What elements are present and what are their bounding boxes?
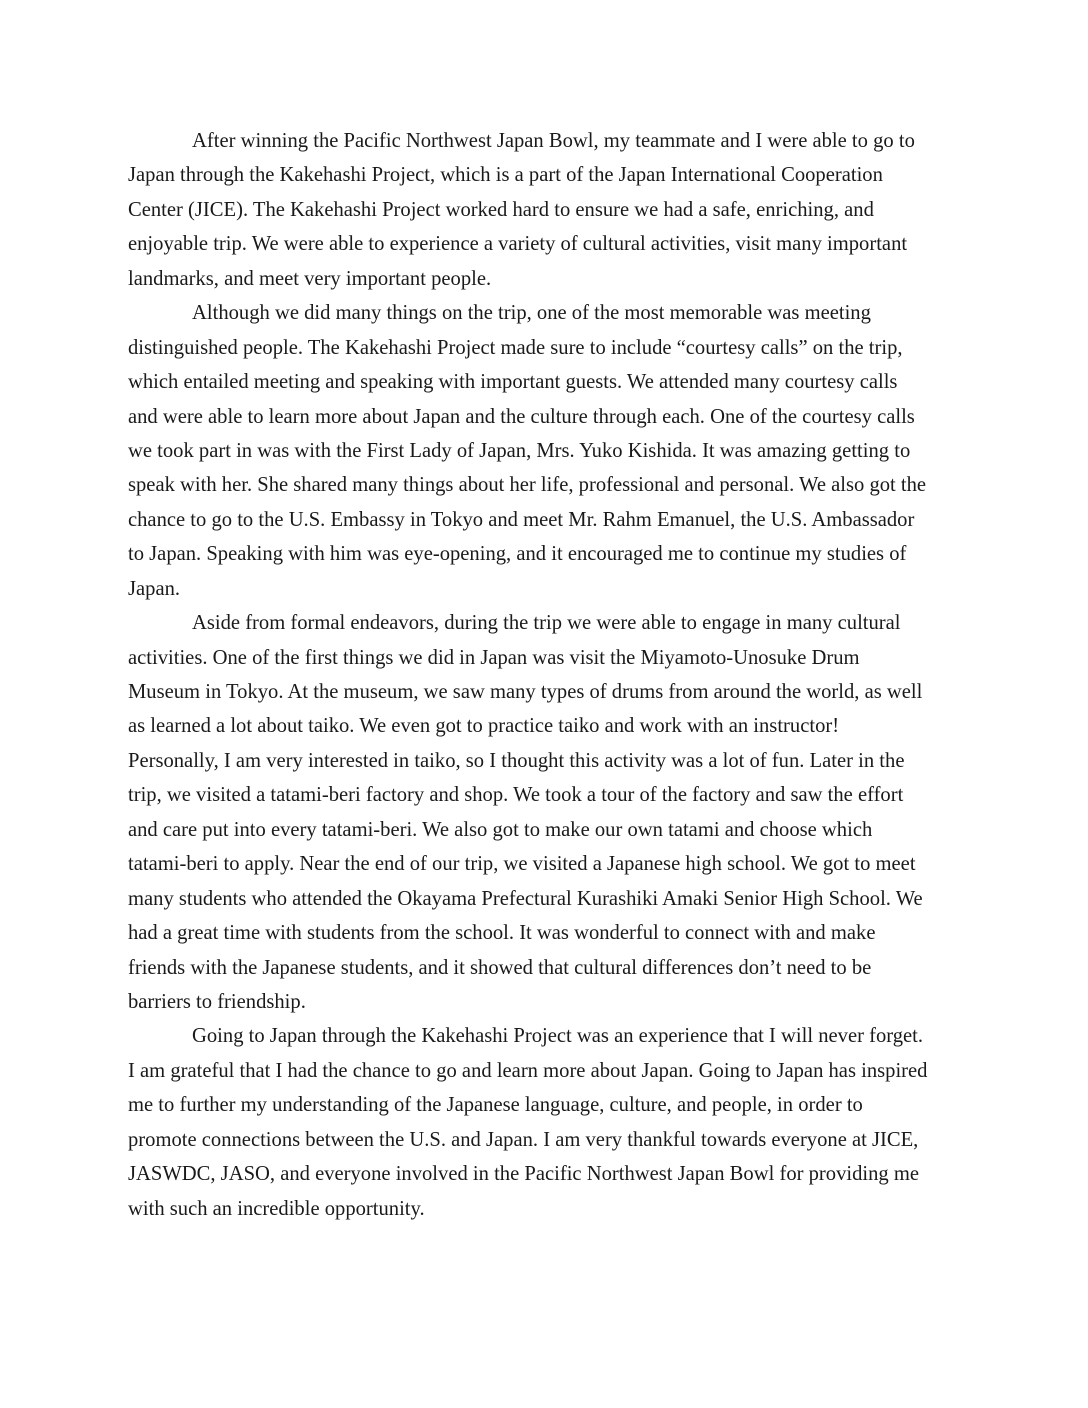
- paragraph-line: After winning the Pacific Northwest Japan Bowl, my teammate and I were able to go to: [192, 130, 915, 152]
- paragraph-line: landmarks, and meet very important people.: [128, 267, 492, 290]
- paragraph-line: Japan.: [128, 577, 181, 600]
- paragraph-line: to Japan. Speaking with him was eye-opening, and it encouraged me to continue my studies of: [128, 543, 907, 566]
- paragraph-line: I am grateful that I had the chance to go and learn more about Japan. Going to Japan has inspired: [128, 1059, 928, 1082]
- paragraph-line: Going to Japan through the Kakehashi Project was an experience that I will never forget.: [192, 1025, 924, 1048]
- paragraph-line: chance to go to the U.S. Embassy in Tokyo and meet Mr. Rahm Emanuel, the U.S. Ambassador: [128, 508, 915, 531]
- paragraph-line: Center (JICE). The Kakehashi Project worked hard to ensure we had a safe, enriching, and: [128, 198, 874, 221]
- paragraph-line: Although we did many things on the trip, one of the most memorable was meeting: [192, 302, 871, 325]
- paragraph-line: distinguished people. The Kakehashi Project made sure to include “courtesy calls” on the trip,: [128, 336, 903, 359]
- paragraph-line: had a great time with students from the school. It was wonderful to connect with and make: [128, 922, 876, 945]
- paragraph-line: as learned a lot about taiko. We even got to practice taiko and work with an instructor!: [128, 715, 840, 738]
- paragraph-line: Aside from formal endeavors, during the trip we were able to engage in many cultural: [192, 612, 901, 635]
- paragraph-line: trip, we visited a tatami-beri factory and shop. We took a tour of the factory and saw the effort: [128, 784, 904, 807]
- paragraph-line: we took part in was with the First Lady of Japan, Mrs. Yuko Kishida. It was amazing getting to: [128, 439, 911, 462]
- paragraph-line: Museum in Tokyo. At the museum, we saw many types of drums from around the world, as well: [128, 681, 923, 703]
- paragraph-2: [128, 299, 968, 609]
- paragraph-line: promote connections between the U.S. and Japan. I am very thankful towards everyone at JICE,: [128, 1128, 919, 1151]
- paragraph-line: Japan through the Kakehashi Project, which is a part of the Japan International Cooperation: [128, 164, 883, 187]
- paragraph-line: which entailed meeting and speaking with important guests. We attended many courtesy calls: [128, 371, 898, 394]
- paragraph-line: and care put into every tatami-beri. We also got to make our own tatami and choose which: [128, 818, 873, 841]
- paragraph-4: [128, 1022, 968, 1229]
- paragraph-1: [128, 127, 968, 299]
- paragraph-line: enjoyable trip. We were able to experience a variety of cultural activities, visit many important: [128, 233, 908, 256]
- paragraph-line: tatami-beri to apply. Near the end of our trip, we visited a Japanese high school. We got to meet: [128, 853, 916, 876]
- paragraph-line: JASWDC, JASO, and everyone involved in the Pacific Northwest Japan Bowl for providing me: [128, 1163, 920, 1186]
- paragraph-line: speak with her. She shared many things about her life, professional and personal. We also got the: [128, 474, 927, 497]
- paragraph-line: barriers to friendship.: [128, 990, 306, 1013]
- paragraph-3: [128, 609, 968, 1022]
- paragraph-line: Personally, I am very interested in taiko, so I thought this activity was a lot of fun. Later in the: [128, 749, 905, 772]
- paragraph-line: activities. One of the first things we did in Japan was visit the Miyamoto-Unosuke Drum: [128, 646, 860, 669]
- paragraph-line: many students who attended the Okayama Prefectural Kurashiki Amaki Senior High School. We: [128, 887, 923, 910]
- document-body: [128, 127, 968, 1229]
- paragraph-line: with such an incredible opportunity.: [128, 1197, 425, 1220]
- paragraph-line: friends with the Japanese students, and it showed that cultural differences don’t need to be: [128, 956, 872, 979]
- paragraph-line: and were able to learn more about Japan and the culture through each. One of the courtesy calls: [128, 405, 915, 428]
- paragraph-line: me to further my understanding of the Japanese language, culture, and people, in order to: [128, 1094, 863, 1117]
